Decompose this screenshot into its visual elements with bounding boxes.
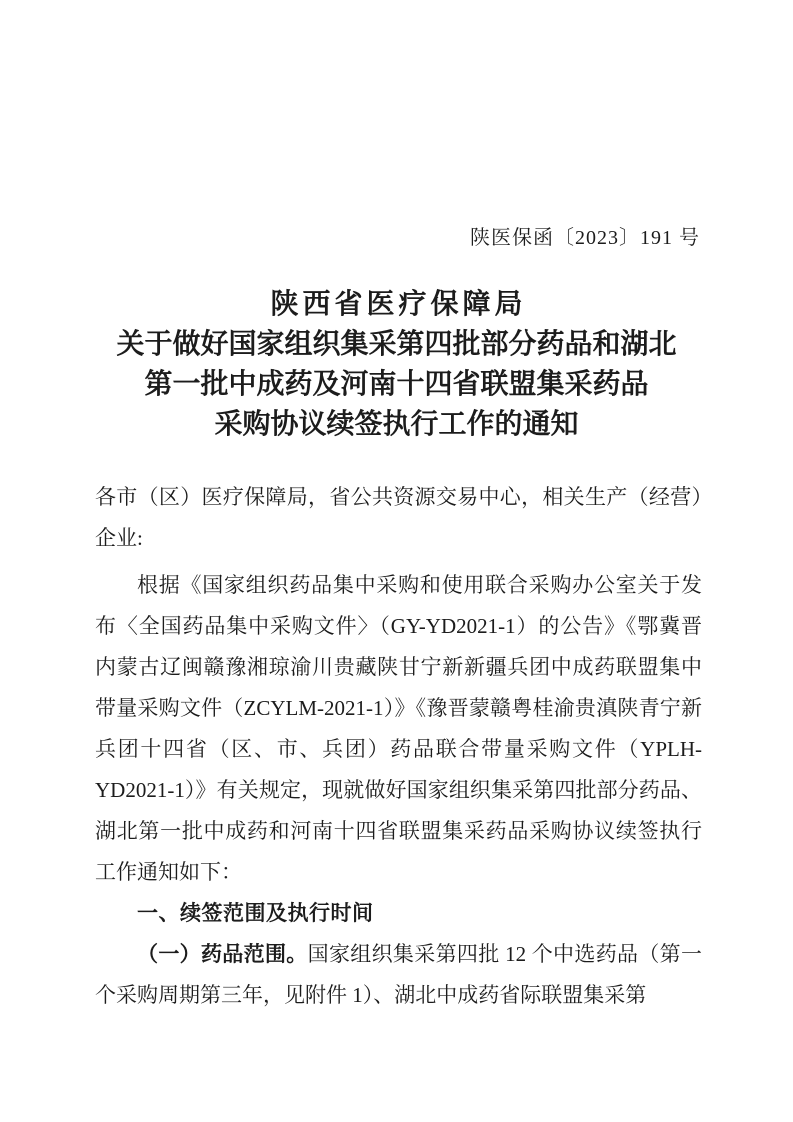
document-body [95, 477, 702, 1016]
item-1-label: （一）药品范围。 [137, 942, 308, 966]
paragraph-basis: 根据《国家组织药品集中采购和使用联合采购办公室关于发布〈全国药品集中采购文件〉（GY-YD2021-1）的公告》《鄂冀晋内蒙古辽闽赣豫湘琼渝川贵藏陕甘宁新新疆兵团中成药联盟集中带量采购文件（ZCYLM-2021-1）》《豫晋蒙赣粤桂渝贵滇陕青宁新兵团十四省（区、市、兵团）药品联合带量采购文件（YPLH-YD2021-1）》有关规定，现就做好国家组织集采第四批部分药品、湖北第一批中成药和河南十四省联盟集采药品采购协议续签执行工作通知如下： [95, 573, 702, 884]
document-number: 陕医保函〔2023〕191 号 [470, 227, 700, 249]
section-1-heading: 一、续签范围及执行时间 [137, 902, 374, 925]
title-line-agency: 陕西省医疗保障局 [270, 289, 527, 320]
title-line-3: 第一批中成药及河南十四省联盟集采药品 [144, 369, 649, 400]
paragraph-item-1 [95, 934, 702, 1016]
salutation: 各市（区）医疗保障局，省公共资源交易中心，相关生产（经营）企业: [95, 485, 702, 550]
item-1-text: 国家组织集采第四批 12 个中选药品（第一个采购周期第三年，见附件 1）、湖北中成药省际联盟集采第 [95, 942, 703, 1007]
document-title [0, 285, 793, 445]
title-line-2: 关于做好国家组织集采第四批部分药品和湖北 [116, 329, 677, 360]
title-line-4: 采购协议续签执行工作的通知 [214, 409, 579, 440]
